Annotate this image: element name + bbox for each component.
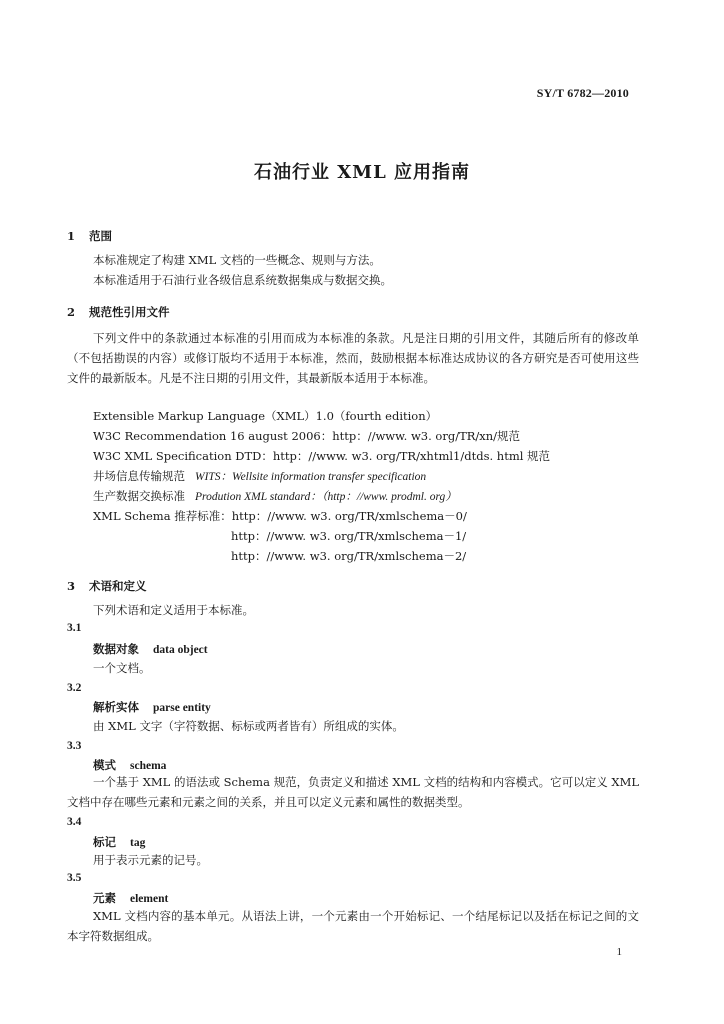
reference-value: Prodution XML standard：（http：//www. prodml. org）	[195, 491, 457, 503]
reference-6-url-3: http：//www. w3. org/TR/xmlschema－2/	[231, 549, 467, 563]
term-heading	[93, 834, 145, 850]
term-chinese: 元素	[93, 891, 116, 905]
term-number: 3.4	[67, 816, 82, 828]
term-definition: XML 文档内容的基本单元。从语法上讲，一个元素由一个开始标记、一个结尾标记以及括在标记之间的文本字符数据组成。	[67, 909, 639, 943]
page-number: 1	[616, 946, 622, 958]
section-2-intro: 下列文件中的条款通过本标准的引用而成为本标准的条款。凡是注日期的引用文件，其随后所有的修改单（不包括勘误的内容）或修订版均不适用于本标准，然而，鼓励根据本标准达成协议的各方研究是否可使用这些文件的最新版本。凡是不注日期的引用文件，其最新版本适用于本标准。	[67, 331, 639, 385]
term-heading	[93, 890, 168, 906]
term-english: schema	[130, 760, 167, 772]
reference-value: WITS：Wellsite information transfer specification	[195, 471, 427, 483]
reference-label: XML Schema 推荐标准：	[93, 509, 232, 523]
reference-value: http：//www. w3. org/TR/xmlschema－0/	[231, 509, 467, 523]
reference-5	[93, 488, 457, 504]
section-title: 术语和定义	[89, 579, 147, 593]
term-english: element	[130, 893, 169, 905]
reference-2: W3C Recommendation 16 august 2006：http：//www. w3. org/TR/xn/规范	[93, 429, 521, 443]
section-title: 规范性引用文件	[89, 305, 170, 319]
section-1-heading	[67, 228, 112, 244]
term-english: tag	[130, 837, 146, 849]
section-3-heading	[67, 578, 147, 594]
term-number: 3.3	[67, 740, 82, 752]
section-title: 范围	[89, 229, 112, 243]
reference-label: 井场信息传输规范	[93, 469, 185, 483]
section-number: 3	[67, 579, 76, 593]
term-chinese: 标记	[93, 835, 116, 849]
section-1-paragraph-1: 本标准规定了构建 XML 文档的一些概念、规则与方法。	[93, 253, 381, 267]
term-chinese: 数据对象	[93, 642, 139, 656]
section-1-paragraph-2: 本标准适用于石油行业各级信息系统数据集成与数据交换。	[93, 273, 392, 287]
term-definition: 由 XML 文字（字符数据、标标或两者皆有）所组成的实体。	[93, 719, 404, 733]
section-number: 2	[67, 305, 76, 319]
section-2-heading	[67, 304, 170, 320]
term-definition: 一个基于 XML 的语法或 Schema 规范，负责定义和描述 XML 文档的结构和内容模式。它可以定义 XML 文档中存在哪些元素和元素之间的关系，并且可以定义元素和属性的数据类型。	[67, 775, 639, 809]
term-chinese: 解析实体	[93, 700, 139, 714]
term-english: data object	[153, 644, 208, 656]
standard-code: SY/T 6782—2010	[536, 86, 629, 100]
reference-label: 生产数据交换标准	[93, 489, 185, 503]
term-number: 3.2	[67, 682, 82, 694]
reference-6-url-2: http：//www. w3. org/TR/xmlschema－1/	[231, 529, 467, 543]
term-chinese: 模式	[93, 758, 116, 772]
section-number: 1	[67, 229, 76, 243]
term-number: 3.1	[67, 622, 82, 634]
term-heading	[93, 641, 208, 657]
section-3-intro: 下列术语和定义适用于本标准。	[93, 603, 254, 617]
term-english: parse entity	[153, 702, 211, 714]
term-definition: 用于表示元素的记号。	[93, 853, 208, 867]
reference-3: W3C XML Specification DTD：http：//www. w3. org/TR/xhtml1/dtds. html 规范	[93, 449, 551, 463]
reference-1: Extensible Markup Language（XML）1.0（fourth edition）	[93, 409, 438, 423]
term-number: 3.5	[67, 872, 82, 884]
document-title: 石油行业 XML 应用指南	[253, 162, 471, 183]
reference-6	[93, 508, 467, 524]
reference-4	[93, 468, 426, 484]
term-heading	[93, 699, 211, 715]
term-definition: 一个文档。	[93, 661, 151, 675]
term-heading	[93, 757, 166, 773]
